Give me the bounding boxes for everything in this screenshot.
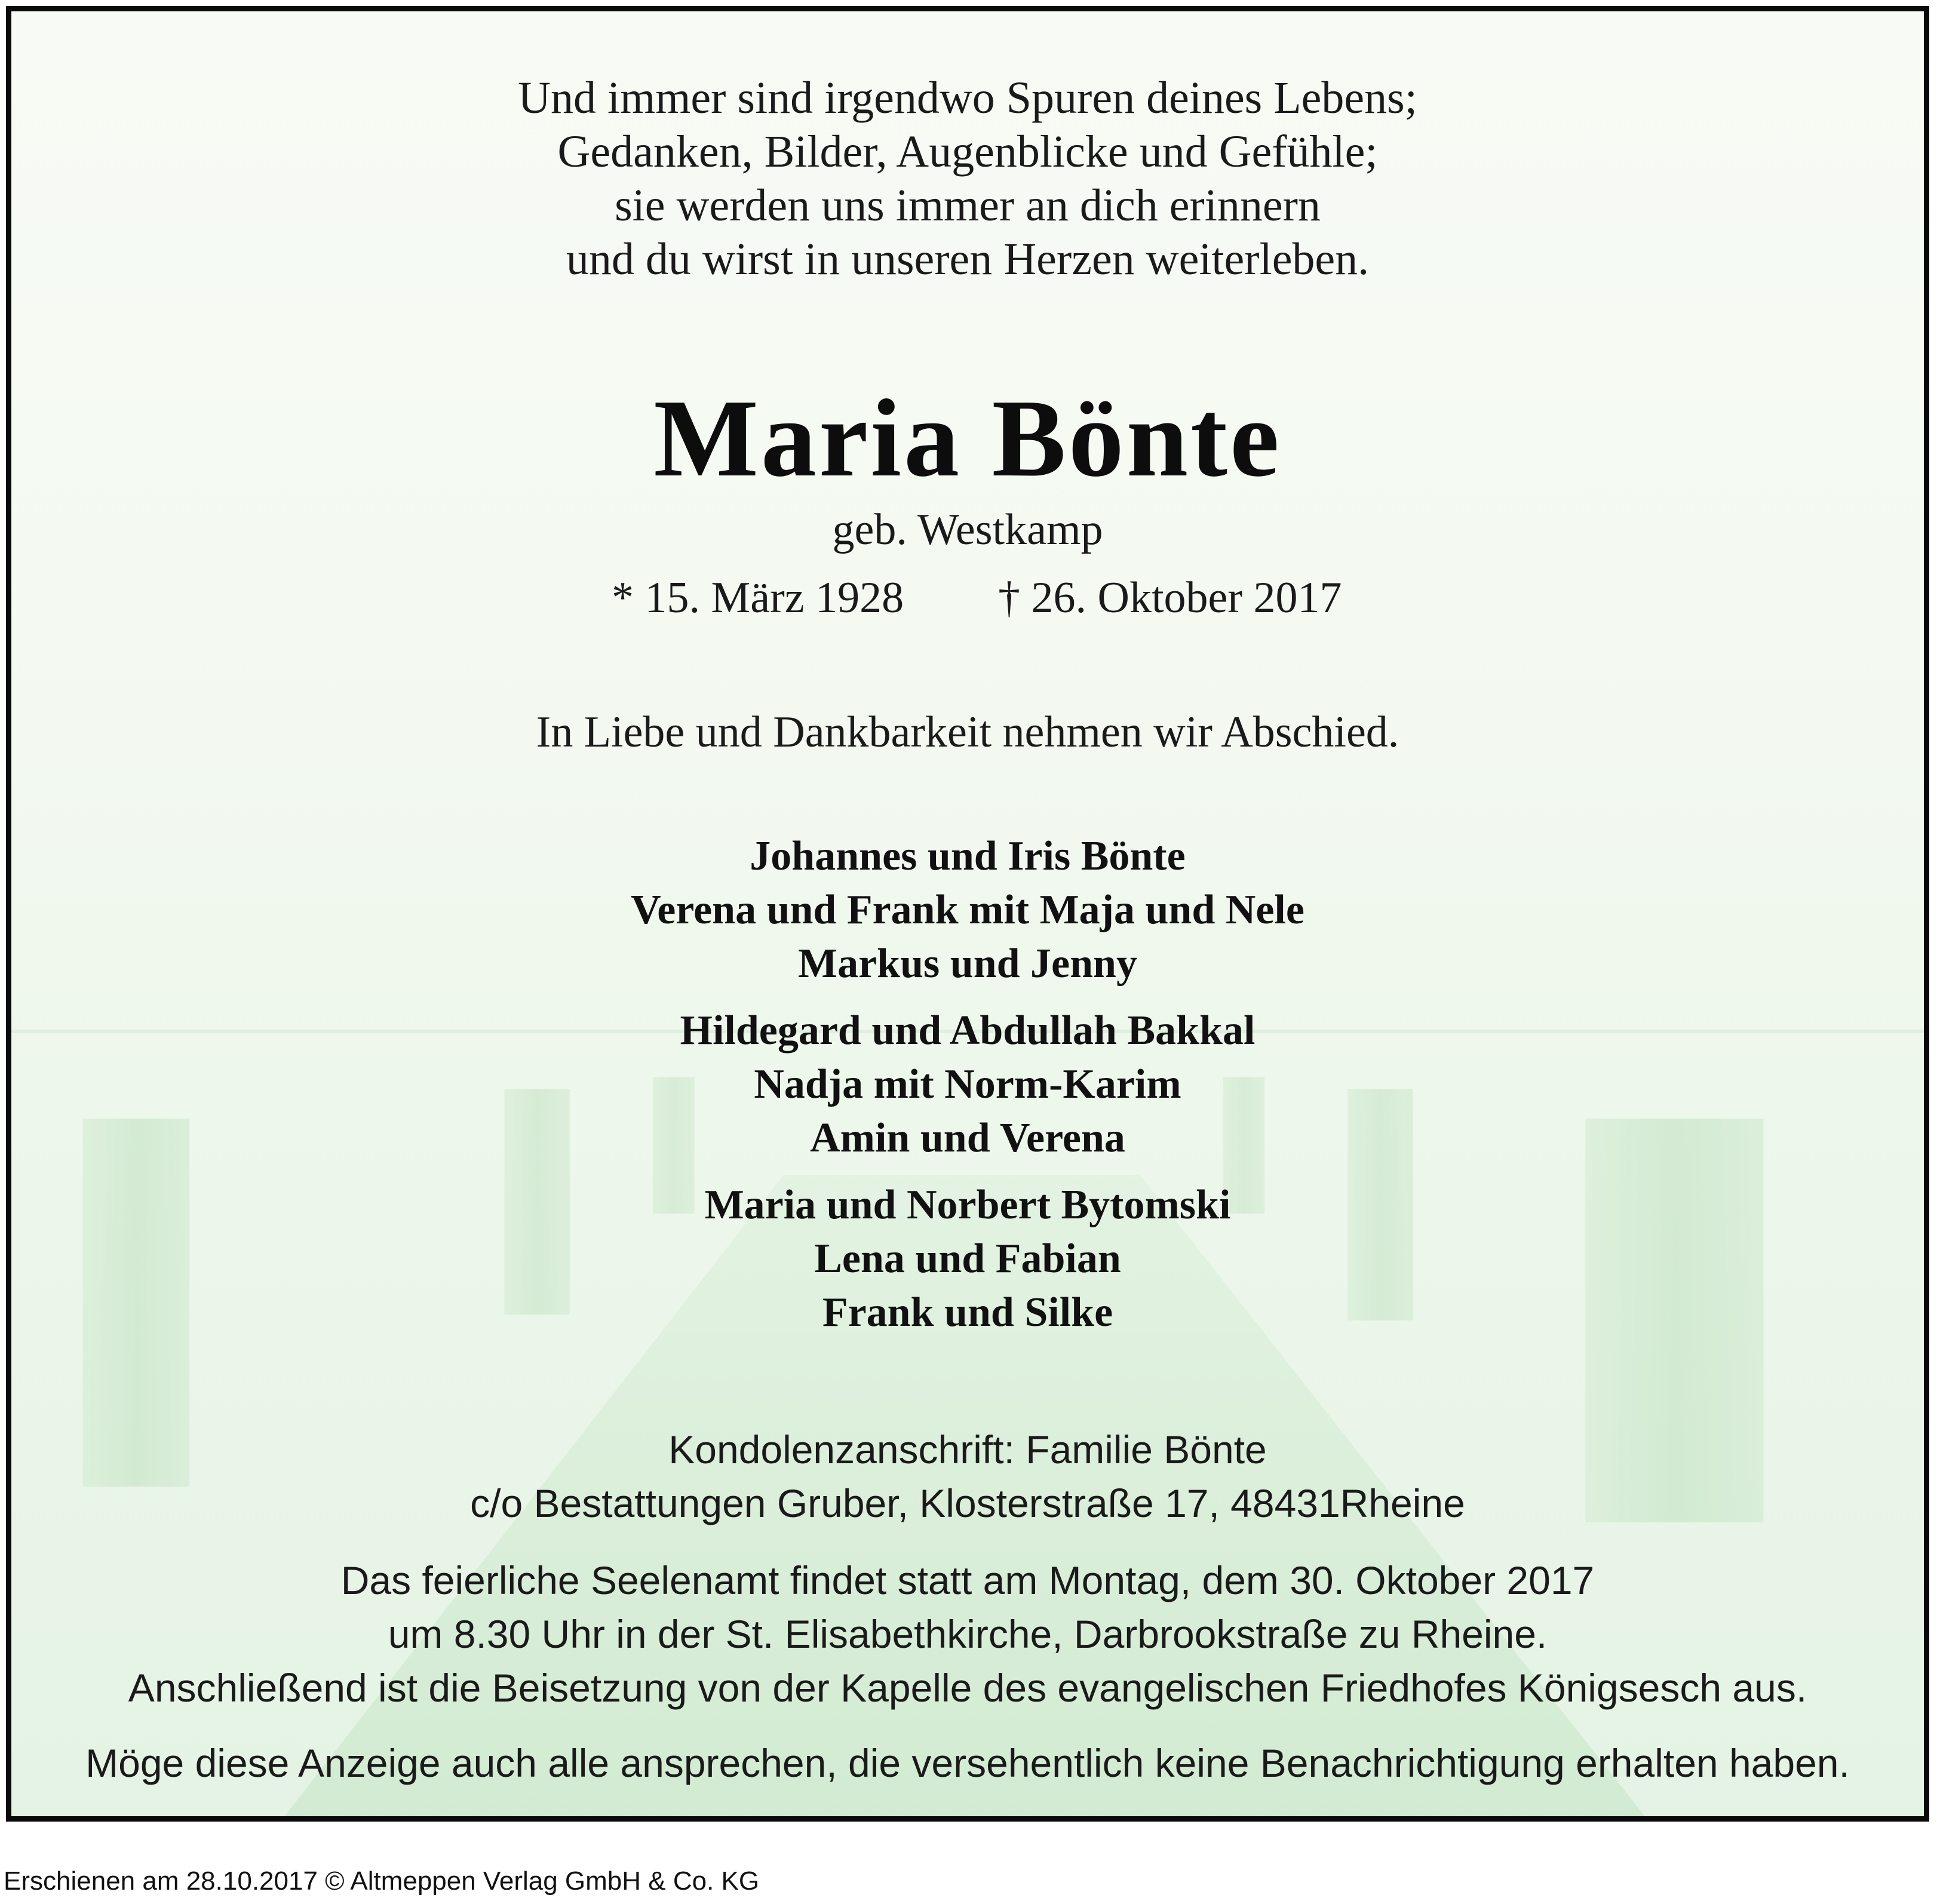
mourner-name: Amin und Verena bbox=[810, 1115, 1125, 1161]
poem-line: sie werden uns immer an dich erinnern bbox=[615, 180, 1321, 231]
service-line: Anschließend ist die Beisetzung von der Kapelle des evangelischen Friedhofes Königsesch aus. bbox=[128, 1666, 1807, 1710]
birth-date: * 15. März 1928 bbox=[612, 573, 904, 622]
memorial-poem bbox=[11, 71, 1924, 286]
address-line: Kondolenzanschrift: Familie Bönte bbox=[668, 1427, 1267, 1472]
maiden-name: geb. Westkamp bbox=[832, 505, 1103, 554]
mourner-name: Markus und Jenny bbox=[798, 941, 1137, 987]
mourner-name: Lena und Fabian bbox=[814, 1236, 1121, 1282]
mourner-name: Maria und Norbert Bytomski bbox=[704, 1182, 1231, 1228]
address-line: c/o Bestattungen Gruber, Klosterstraße 17, 48431Rheine bbox=[470, 1481, 1465, 1525]
deceased-name: Maria Bönte bbox=[653, 377, 1282, 500]
farewell-statement: In Liebe und Dankbarkeit nehmen wir Abschied. bbox=[536, 708, 1399, 757]
closing-note: Möge diese Anzeige auch alle ansprechen, die versehentlich keine Benachrichtigung erhalten haben. bbox=[85, 1741, 1850, 1785]
mourner-group bbox=[11, 1004, 1924, 1165]
publication-footer: Erschienen am 28.10.2017 © Altmeppen Verlag GmbH & Co. KG bbox=[4, 1866, 760, 1896]
mourners-list bbox=[11, 830, 1924, 1353]
poem-line: Gedanken, Bilder, Augenblicke und Gefühle; bbox=[557, 127, 1378, 177]
service-line: um 8.30 Uhr in der St. Elisabethkirche, Darbrookstraße zu Rheine. bbox=[388, 1612, 1548, 1656]
mourner-name: Hildegard und Abdullah Bakkal bbox=[680, 1008, 1256, 1054]
mourner-group bbox=[11, 830, 1924, 991]
death-date: † 26. Oktober 2017 bbox=[998, 573, 1342, 622]
obituary-notice bbox=[6, 6, 1929, 1822]
mourner-name: Johannes und Iris Bönte bbox=[750, 833, 1186, 879]
mourner-name: Nadja mit Norm-Karim bbox=[754, 1061, 1181, 1107]
mourner-name: Frank und Silke bbox=[822, 1289, 1113, 1335]
service-line: Das feierliche Seelenamt findet statt am Montag, dem 30. Oktober 2017 bbox=[340, 1558, 1595, 1602]
service-details bbox=[11, 1553, 1924, 1715]
poem-line: und du wirst in unseren Herzen weiterleben. bbox=[566, 234, 1370, 284]
poem-line: Und immer sind irgendwo Spuren deines Lebens; bbox=[518, 73, 1417, 123]
condolence-address bbox=[11, 1423, 1924, 1530]
mourner-name: Verena und Frank mit Maja und Nele bbox=[631, 887, 1304, 933]
mourner-group bbox=[11, 1178, 1924, 1340]
